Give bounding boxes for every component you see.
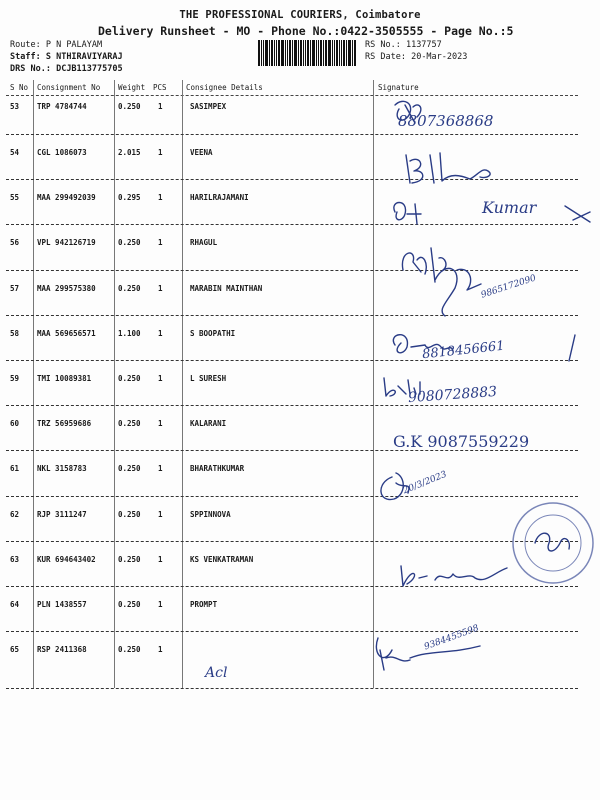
- barcode-bar: [354, 40, 356, 66]
- signature-text-row-57: 9865172090: [479, 273, 538, 301]
- barcode-bar: [261, 40, 262, 66]
- col-header-consignee: Consignee Details: [186, 83, 263, 92]
- barcode-bar: [303, 40, 304, 66]
- barcode-bar: [300, 40, 302, 66]
- barcode-bar: [292, 40, 293, 66]
- col-header-pcs: PCS: [153, 83, 167, 92]
- route-label: Route:: [10, 40, 41, 50]
- barcode-bar: [276, 40, 277, 66]
- barcode-bar: [312, 40, 315, 66]
- cell-consignment: PLN 1438557: [37, 600, 87, 609]
- row-divider: [6, 541, 578, 542]
- barcode-bar: [348, 40, 351, 66]
- cell-consignment: TRZ 56959686: [37, 419, 92, 428]
- barcode-bar: [307, 40, 309, 66]
- cell-weight: 0.250: [118, 284, 141, 293]
- route-line: [10, 40, 102, 50]
- barcode-bar: [271, 40, 273, 66]
- barcode-bar: [310, 40, 311, 66]
- cell-pcs: 1: [158, 329, 163, 338]
- cell-consignment: MAA 299492039: [37, 193, 96, 202]
- barcode-bar: [334, 40, 335, 66]
- cell-consignment: NKL 3158783: [37, 464, 87, 473]
- cell-weight: 0.250: [118, 238, 141, 247]
- col-header-sno: S No: [10, 83, 29, 92]
- barcode-bar: [323, 40, 324, 66]
- signature-row-54: [400, 145, 580, 190]
- staff-label: Staff:: [10, 52, 41, 62]
- cell-weight: 0.250: [118, 102, 141, 111]
- cell-pcs: 1: [158, 510, 163, 519]
- row-divider: [6, 496, 578, 497]
- cell-pcs: 1: [158, 148, 163, 157]
- barcode-bar: [320, 40, 322, 66]
- signature-row-56-57: [395, 240, 595, 320]
- signature-text-row-53: 8807368868: [398, 112, 494, 130]
- cell-consignee: SPPINNOVA: [190, 510, 231, 519]
- cell-consignee: PROMPT: [190, 600, 218, 609]
- signature-text-row-58: 8818456661: [421, 338, 506, 363]
- barcode-bar: [328, 40, 331, 66]
- col-header-signature: Signature: [378, 83, 419, 92]
- barcode-bar: [352, 40, 353, 66]
- cell-weight: 0.295: [118, 193, 141, 202]
- barcode-bar: [346, 40, 347, 66]
- staff-line: [10, 52, 123, 62]
- barcode-bar: [274, 40, 275, 66]
- cell-pcs: 1: [158, 284, 163, 293]
- cell-sno: 55: [10, 193, 20, 202]
- barcode-bar: [285, 40, 286, 66]
- barcode: [258, 38, 360, 66]
- barcode-bar: [318, 40, 319, 66]
- cell-weight: 0.250: [118, 510, 141, 519]
- barcode-bar: [289, 40, 291, 66]
- cell-sno: 53: [10, 102, 20, 111]
- barcode-bar: [265, 40, 268, 66]
- barcode-bar: [336, 40, 338, 66]
- drs-value: DCJB113775705: [56, 64, 123, 74]
- cell-sno: 58: [10, 329, 20, 338]
- drs-line: [10, 64, 123, 74]
- barcode-bar: [339, 40, 340, 66]
- cell-consignment: MAA 569656571: [37, 329, 96, 338]
- cell-consignee: S BOOPATHI: [190, 329, 236, 338]
- cell-consignee: L SURESH: [190, 374, 227, 383]
- cell-pcs: 1: [158, 464, 163, 473]
- row-65-note: Acl: [205, 665, 228, 681]
- cell-weight: 0.250: [118, 555, 141, 564]
- signature-text-row-60: G.K 9087559229: [393, 432, 530, 451]
- col-header-weight: Weight: [118, 83, 146, 92]
- route-value: P N PALAYAM: [45, 40, 103, 50]
- column-divider: [33, 80, 34, 688]
- column-divider: [114, 80, 115, 688]
- signature-text-row-55: Kumar: [482, 198, 537, 217]
- cell-pcs: 1: [158, 419, 163, 428]
- barcode-bar: [281, 40, 284, 66]
- barcode-bar: [258, 40, 260, 66]
- rs-date-label: RS Date:: [365, 52, 406, 62]
- cell-sno: 64: [10, 600, 20, 609]
- cell-sno: 60: [10, 419, 20, 428]
- cell-weight: 0.250: [118, 600, 141, 609]
- signature-row-63: [395, 560, 525, 595]
- cell-consignment: TMI 10089381: [37, 374, 92, 383]
- barcode-bar: [305, 40, 306, 66]
- cell-consignee: HARILRAJAMANI: [190, 193, 249, 202]
- barcode-bar: [298, 40, 299, 66]
- cell-sno: 63: [10, 555, 20, 564]
- cell-consignee: VEENA: [190, 148, 213, 157]
- barcode-bar: [278, 40, 280, 66]
- cell-consignment: MAA 299575380: [37, 284, 96, 293]
- cell-sno: 59: [10, 374, 20, 383]
- barcode-bar: [269, 40, 270, 66]
- rs-date-value: 20-Mar-2023: [411, 52, 468, 62]
- drs-label: DRS No.:: [10, 64, 51, 74]
- staff-value: S NTHIRAVIYARAJ: [45, 52, 123, 62]
- cell-consignment: RJP 3111247: [37, 510, 87, 519]
- rs-no-value: 1137757: [405, 40, 442, 50]
- cell-pcs: 1: [158, 193, 163, 202]
- barcode-bar: [341, 40, 342, 66]
- cell-consignment: RSP 2411368: [37, 645, 87, 654]
- cell-sno: 62: [10, 510, 20, 519]
- company-title: THE PROFESSIONAL COURIERS, Coimbatore: [179, 9, 421, 21]
- signature-text-row-65: 9384455598: [423, 623, 481, 653]
- row-divider: [6, 405, 578, 406]
- signature-text-row-59: 9080728883: [407, 383, 498, 407]
- cell-consignment: VPL 942126719: [37, 238, 96, 247]
- cell-weight: 1.100: [118, 329, 141, 338]
- cell-consignee: KALARANI: [190, 419, 227, 428]
- cell-weight: 0.250: [118, 419, 141, 428]
- cell-pcs: 1: [158, 102, 163, 111]
- cell-sno: 61: [10, 464, 20, 473]
- cell-pcs: 1: [158, 645, 163, 654]
- cell-pcs: 1: [158, 374, 163, 383]
- barcode-bar: [332, 40, 333, 66]
- col-header-consignment: Consignment No: [37, 83, 101, 92]
- rs-no-line: [365, 40, 442, 50]
- barcode-bar: [343, 40, 345, 66]
- barcode-bar: [325, 40, 327, 66]
- cell-weight: 0.250: [118, 645, 141, 654]
- cell-sno: 65: [10, 645, 20, 654]
- cell-sno: 54: [10, 148, 20, 157]
- cell-pcs: 1: [158, 238, 163, 247]
- column-divider: [182, 80, 183, 688]
- cell-sno: 57: [10, 284, 20, 293]
- cell-consignee: KS VENKATRAMAN: [190, 555, 254, 564]
- rs-date-line: [365, 52, 467, 62]
- cell-consignment: TRP 4784744: [37, 102, 87, 111]
- signature-text-row-61: 20/3/2023: [401, 469, 449, 497]
- cell-sno: 56: [10, 238, 20, 247]
- barcode-bar: [316, 40, 317, 66]
- cell-weight: 0.250: [118, 464, 141, 473]
- rs-no-label: RS No.:: [365, 40, 401, 50]
- barcode-bar: [294, 40, 297, 66]
- barcode-bar: [263, 40, 264, 66]
- cell-consignee: BHARATHKUMAR: [190, 464, 245, 473]
- cell-weight: 2.015: [118, 148, 141, 157]
- cell-consignment: CGL 1086073: [37, 148, 87, 157]
- table-bottom-line: [6, 688, 578, 689]
- cell-weight: 0.250: [118, 374, 141, 383]
- cell-consignee: RHAGUL: [190, 238, 218, 247]
- runsheet-subtitle: Delivery Runsheet - MO - Phone No.:0422-3505555 - Page No.:5: [98, 24, 514, 38]
- cell-pcs: 1: [158, 555, 163, 564]
- cell-consignee: MARABIN MAINTHAN: [190, 284, 263, 293]
- cell-consignment: KUR 694643402: [37, 555, 96, 564]
- cell-pcs: 1: [158, 600, 163, 609]
- column-divider: [373, 80, 374, 688]
- barcode-bar: [287, 40, 288, 66]
- cell-consignee: SASIMPEX: [190, 102, 227, 111]
